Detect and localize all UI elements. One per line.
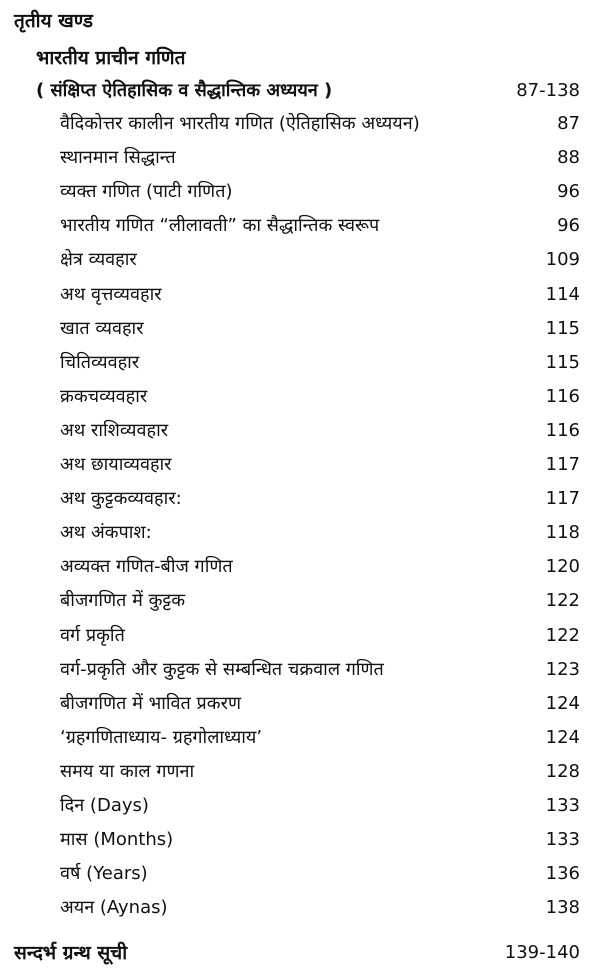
toc-entry — [0, 314, 600, 344]
entry-title: बीजगणित में भावित प्रकरण — [60, 692, 241, 714]
toc-entry — [0, 211, 600, 241]
toc-entry — [0, 689, 600, 719]
entry-title: बीजगणित में कुट्टक — [60, 590, 186, 612]
entry-page: 138 — [545, 897, 580, 919]
entry-page: 96 — [557, 181, 580, 203]
toc-entry — [0, 655, 600, 685]
section-heading — [0, 43, 600, 73]
entry-title: अथ वृत्तव्यवहार — [60, 283, 162, 305]
entry-title: अथ राशिव्यवहार — [60, 419, 169, 441]
entry-title: अथ कुट्टकव्यवहार: — [60, 488, 182, 510]
entry-title: स्थानमान सिद्धान्त — [60, 147, 176, 169]
entry-title: वर्ग प्रकृति — [60, 624, 125, 646]
entry-title: क्षेत्र व्यवहार — [60, 249, 137, 271]
bibliography-row — [0, 938, 600, 968]
entry-page: 124 — [545, 726, 580, 748]
entry-page: 116 — [545, 419, 580, 441]
entry-page: 122 — [545, 624, 580, 646]
entry-page: 109 — [545, 249, 580, 271]
entry-title: ‘ग्रहगणिताध्याय- ग्रहगोलाध्याय’ — [60, 726, 263, 748]
toc-entry — [0, 280, 600, 310]
entry-title: वर्ग-प्रकृति और कुट्टक से सम्बन्धित चक्रवाल गणित — [60, 658, 384, 680]
entry-page: 117 — [545, 488, 580, 510]
entry-title: क्रकचव्यवहार — [60, 385, 148, 407]
toc-entry — [0, 723, 600, 753]
toc-entry — [0, 757, 600, 787]
entry-page: 133 — [545, 829, 580, 851]
entry-title: भारतीय गणित “लीलावती” का सैद्धान्तिक स्वरूप — [60, 215, 380, 237]
entry-page: 116 — [545, 385, 580, 407]
toc-entry — [0, 825, 600, 855]
toc-entry — [0, 416, 600, 446]
entry-page: 115 — [545, 317, 580, 339]
entry-page: 133 — [545, 795, 580, 816]
toc-entry — [0, 143, 600, 173]
entry-title: अथ छायाव्यवहार — [60, 454, 172, 475]
entry-page: 123 — [545, 658, 580, 680]
entry-title: मास (Months) — [60, 829, 174, 851]
entry-page: 128 — [545, 760, 580, 782]
bibliography-title: सन्दर्भ ग्रन्थ सूची — [14, 942, 128, 964]
entry-title: अयन (Aynas) — [60, 897, 168, 919]
entry-page: 124 — [545, 692, 580, 714]
toc-entry — [0, 348, 600, 378]
entry-page: 120 — [545, 556, 580, 578]
toc-entry — [0, 552, 600, 582]
entry-title: व्यक्त गणित (पाटी गणित) — [60, 181, 233, 203]
entry-title: चितिव्यवहार — [60, 351, 140, 373]
entry-page: 136 — [545, 863, 580, 885]
entry-page: 117 — [545, 454, 580, 475]
toc-entry — [0, 484, 600, 514]
entry-title: खात व्यवहार — [60, 317, 144, 339]
toc-entry — [0, 109, 600, 139]
toc-entry — [0, 382, 600, 412]
section-page-range: 87-138 — [516, 80, 580, 101]
entry-title: वैदिकोत्तर कालीन भारतीय गणित (ऐतिहासिक अध्ययन) — [60, 113, 420, 134]
section-subtitle: ( संक्षिप्त ऐतिहासिक व सैद्धान्तिक अध्ययन ) — [36, 80, 333, 101]
entry-title: अव्यक्त गणित-बीज गणित — [60, 556, 233, 578]
entry-page: 88 — [557, 147, 580, 169]
entry-title: दिन (Days) — [60, 795, 149, 816]
entry-page: 115 — [545, 351, 580, 373]
entry-page: 96 — [557, 215, 580, 237]
section-title: भारतीय प्राचीन गणित — [36, 47, 186, 69]
entry-title: समय या काल गणना — [60, 760, 195, 782]
bibliography-page-range: 139-140 — [504, 942, 580, 963]
entry-title: अथ अंकपाश: — [60, 522, 152, 544]
entry-page: 122 — [545, 590, 580, 612]
toc-entry — [0, 859, 600, 889]
entry-title: वर्ष (Years) — [60, 863, 148, 885]
toc-entry — [0, 245, 600, 275]
toc-entry — [0, 621, 600, 651]
toc-entry — [0, 518, 600, 548]
entry-page: 118 — [545, 522, 580, 544]
part-title: तृतीय खण्ड — [14, 10, 93, 32]
toc-entry — [0, 791, 600, 821]
entry-page: 114 — [545, 283, 580, 305]
entry-page: 87 — [557, 113, 580, 134]
toc-entry — [0, 893, 600, 923]
part-heading — [0, 6, 600, 36]
toc-entry — [0, 177, 600, 207]
section-description-row — [0, 76, 600, 106]
toc-entry — [0, 450, 600, 480]
toc-entry — [0, 586, 600, 616]
